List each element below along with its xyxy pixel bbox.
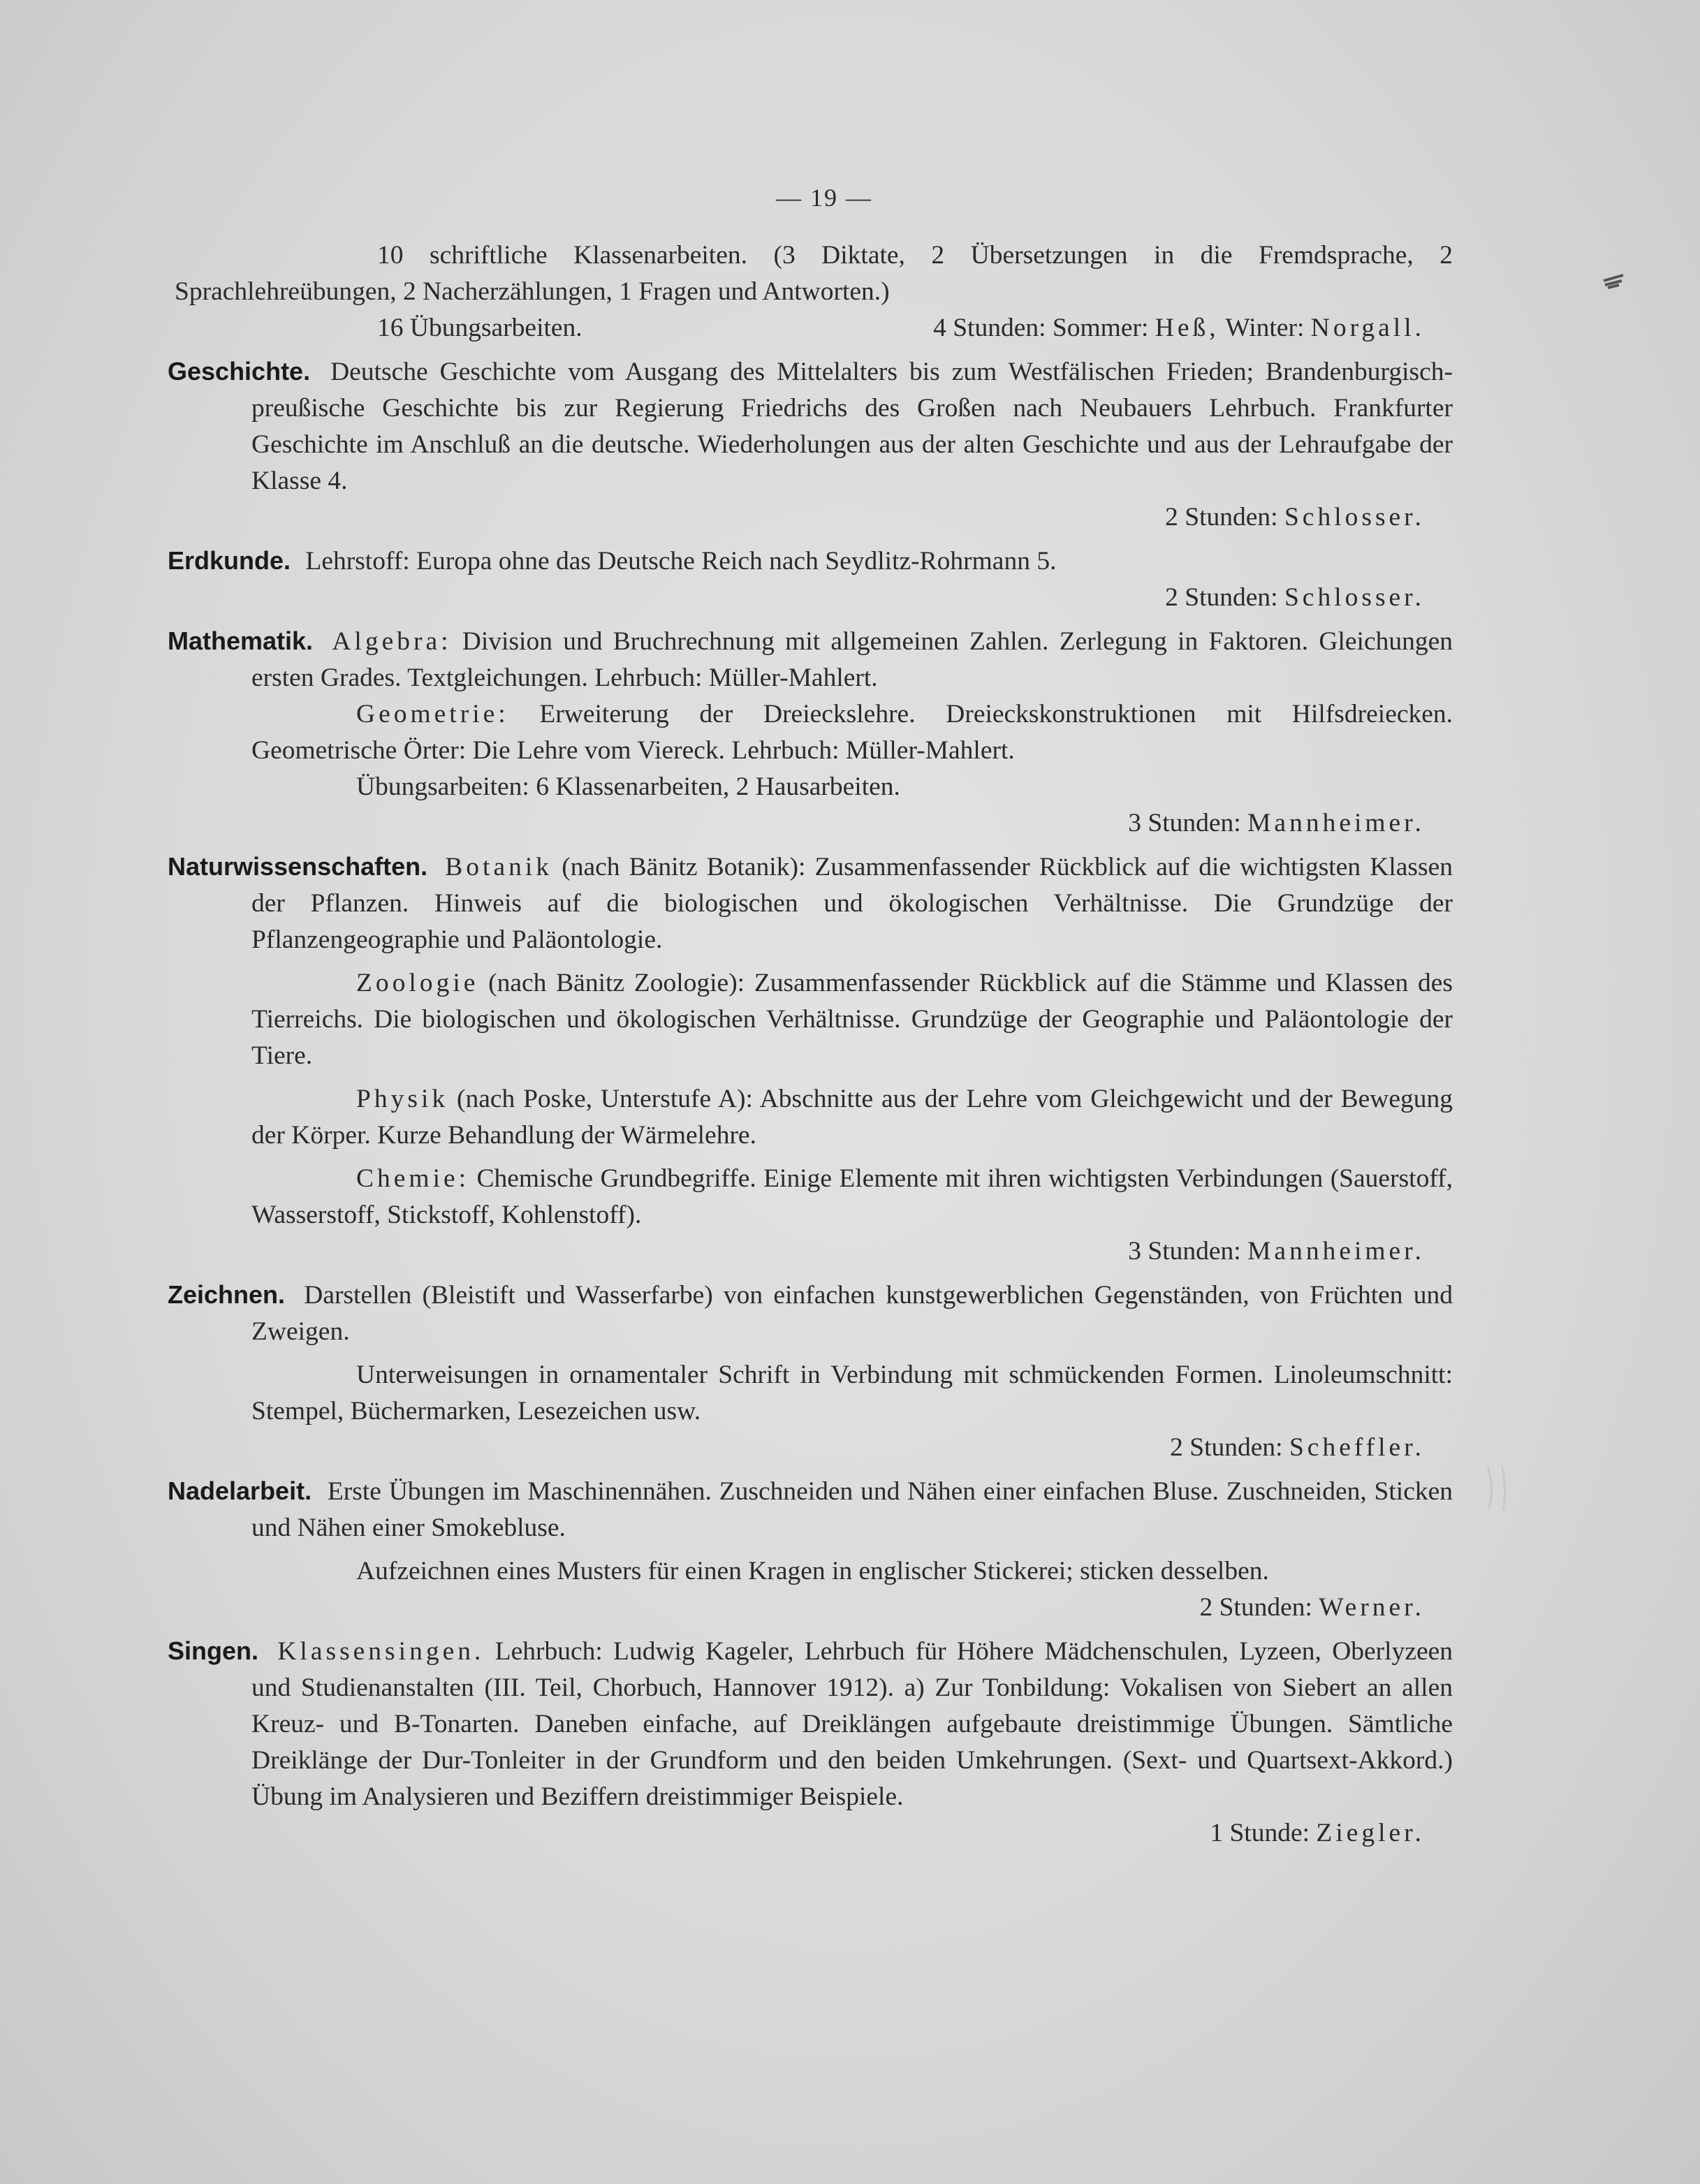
topic-label: Chemie: [356,1164,470,1193]
section-text: Chemische Grundbegriffe. Einige Elemente mit ihren wichtigsten Verbindungen (Sauerstoff, Wasserstoff, Stickstoff, Kohlenstoff). [251,1164,1453,1229]
section-nadelarbeit [168,1473,1453,1546]
intro-paragraph [175,237,1453,310]
intro-exercises: 16 Übungsarbeiten. [377,314,582,342]
topic-label: Zoologie [356,969,479,997]
intro-line2 [175,310,1453,346]
chemie-paragraph [175,1161,1453,1233]
section-text: Aufzeichnen eines Musters für einen Kragen in englischer Stickerei; sticken desselben. [356,1557,1269,1585]
section-zeichnen [168,1277,1453,1350]
section-text: Erweiterung der Dreieckslehre. Dreieckskonstruktionen mit Hilfsdreiecken. Geometrische Örter: Die Lehre vom Viereck. Lehrbuch: Müller-Mahlert. [251,700,1453,765]
teacher-name: Ziegler. [1316,1819,1425,1847]
subject-heading: Erdkunde. [168,546,291,575]
section-text: Lehrbuch: Ludwig Kageler, Lehrbuch für Höhere Mädchenschulen, Lyzeen, Oberlyzeen und Studienanstalten (III. Teil, Chorbuch, Hannover 1912). a) Zur Tonbildung: Vokalisen von Siebert an allen Kreuz- und B-Tonarten. Daneben einfache, auf Dreiklängen aufgebaute dreistimmige Übungen. Sämtliche Dreiklänge der Dur-Tonleiter in der Grundform und den beiden Umkehrungen. (Sext- und Quartsext-Akkord.) Übung im Analysieren und Beziffern dreistimmiger Beispiele. [251,1637,1453,1811]
section-text: Übungsarbeiten: 6 Klassenarbeiten, 2 Hausarbeiten. [356,772,900,801]
section-text: (nach Poske, Unterstufe A): Abschnitte aus der Lehre vom Gleichgewicht und der Bewegung der Körper. Kurze Behandlung der Wärmelehre. [251,1085,1453,1150]
section-naturwissenschaften [168,849,1453,958]
topic-label: Geometrie: [356,700,509,728]
hours-line: 3 Stunden: Mannheimer. [1128,809,1425,837]
hours-line: 2 Stunden: Schlosser. [1165,583,1425,612]
subject-heading: Naturwissenschaften. [168,852,428,881]
topic-label: Klassensingen. [277,1637,485,1666]
subject-heading: Nadelarbeit. [168,1476,312,1505]
zoologie-paragraph [175,965,1453,1074]
hours-line: 2 Stunden: Schlosser. [1165,503,1425,532]
teacher-name: Heß, [1155,314,1219,342]
hours-line: 3 Stunden: Mannheimer. [1128,1237,1425,1266]
teacher-name: Mannheimer. [1247,809,1425,837]
hours-line: 2 Stunden: Scheffler. [1170,1433,1425,1462]
section-geschichte [168,353,1453,499]
section-text: (nach Bänitz Botanik): Zusammenfassender Rückblick auf die wichtigsten Klassen der Pflanzen. Hinweis auf die biologischen und ökologischen Verhältnisse. Die Grundzüge der Pflanzengeographie und Paläontologie. [251,853,1453,954]
hours-line: 2 Stunden: Werner. [1199,1593,1425,1622]
margin-mark [1601,260,1626,302]
teacher-name: Werner. [1319,1593,1425,1622]
teacher-name: Schlosser. [1284,583,1425,612]
subject-heading: Geschichte. [168,357,311,386]
section-singen [168,1633,1453,1815]
teacher-name: Schlosser. [1284,503,1425,532]
teacher-name: Mannheimer. [1247,1237,1425,1266]
hours-line: 1 Stunde: Ziegler. [1210,1819,1425,1847]
section-mathematik [168,623,1453,696]
section-text: Erste Übungen im Maschinennähen. Zuschneiden und Nähen einer einfachen Bluse. Zuschneiden, Sticken und Nähen einer Smokebluse. [251,1477,1453,1542]
intro-text: 10 schriftliche Klassenarbeiten. (3 Diktate, 2 Übersetzungen in die Fremdsprache, 2 Sprachlehreübungen, 2 Nacherzählungen, 1 Fragen und Antworten.) [175,241,1453,306]
section-text: Unterweisungen in ornamentaler Schrift in Verbindung mit schmückenden Formen. Linoleumschnitt: Stempel, Büchermarken, Lesezeichen usw. [251,1361,1453,1426]
section-text: Deutsche Geschichte vom Ausgang des Mittelalters bis zum Westfälischen Frieden; Brandenburgisch-preußische Geschichte bis zur Regierung Friedrichs des Großen nach Neubauers Lehrbuch. Frankfurter Geschichte im Anschluß an die deutsche. Wiederholungen aus der alten Geschichte und aus der Lehraufgabe der Klasse 4. [251,358,1453,495]
document-body [168,237,1453,1852]
section-text: Division und Bruchrechnung mit allgemeinen Zahlen. Zerlegung in Faktoren. Gleichungen ersten Grades. Textgleichungen. Lehrbuch: Müller-Mahlert. [251,627,1453,692]
section-text: Darstellen (Bleistift und Wasserfarbe) von einfachen kunstgewerblichen Gegenständen, von Früchten und Zweigen. [251,1281,1453,1346]
geometrie-paragraph [175,696,1453,769]
topic-label: Botanik [445,853,553,881]
subject-heading: Mathematik. [168,626,314,655]
zeichnen-paragraph-2 [175,1357,1453,1430]
section-text: (nach Bänitz Zoologie): Zusammenfassender Rückblick auf die Stämme und Klassen des Tierreichs. Die biologischen und ökologischen Verhältnisse. Grundzüge der Geographie und Paläontologie der Tiere. [251,969,1453,1070]
page-smudge [1481,1460,1523,1516]
subject-heading: Singen. [168,1636,259,1665]
section-text: Lehrstoff: Europa ohne das Deutsche Reich nach Seydlitz-Rohrmann 5. [305,547,1057,576]
teacher-name: Norgall. [1310,314,1425,342]
section-erdkunde [168,543,1453,580]
physik-paragraph [175,1081,1453,1154]
topic-label: Physik [356,1085,449,1113]
teacher-name: Scheffler. [1289,1433,1425,1462]
nadelarbeit-paragraph-2 [175,1553,1453,1590]
subject-heading: Zeichnen. [168,1280,286,1309]
uebung-paragraph [175,769,1453,805]
topic-label: Algebra: [332,627,452,656]
intro-hours: 4 Stunden: Sommer: Heß, Winter: Norgall. [933,314,1425,342]
page-number: — 19 — [776,184,872,212]
